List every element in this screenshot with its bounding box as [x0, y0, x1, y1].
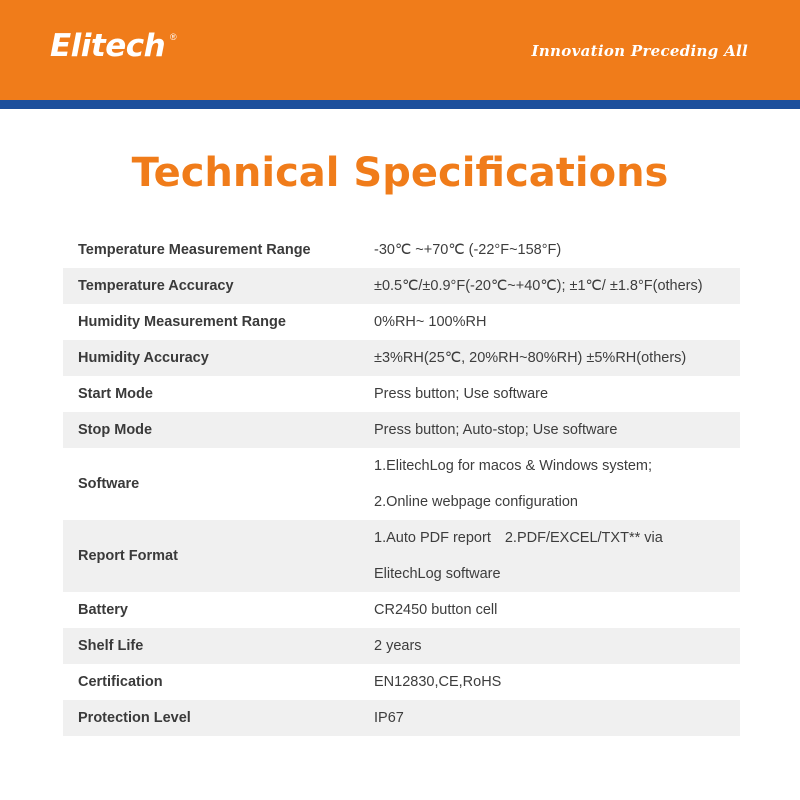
spec-value: ±3%RH(25℃, 20%RH~80%RH) ±5%RH(others) [360, 340, 740, 376]
spec-row-humidity-range [63, 304, 740, 340]
spec-row-temperature-accuracy [63, 268, 740, 304]
spec-row-certification [63, 664, 740, 700]
spec-row-shelf-life [63, 628, 740, 664]
spec-row-battery [63, 592, 740, 628]
spec-label: Report Format [63, 520, 360, 592]
spec-value [360, 448, 740, 520]
spec-value: ±0.5℃/±0.9°F(-20℃~+40℃); ±1℃/ ±1.8°F(others) [360, 268, 740, 304]
spec-row-stop-mode [63, 412, 740, 448]
spec-value: EN12830,CE,RoHS [374, 674, 502, 690]
spec-value: CR2450 button cell [374, 602, 498, 618]
spec-row-report-format [63, 520, 740, 592]
header-stripe [0, 100, 800, 109]
spec-row-protection-level [63, 700, 740, 736]
brand-logo: Elitech [50, 28, 166, 64]
spec-value: Press button; Use software [374, 386, 549, 402]
page-title: Technical Specifications [131, 150, 669, 196]
spec-label: Stop Mode [63, 412, 360, 448]
spec-value: 2 years [360, 628, 740, 664]
spec-value: 0%RH~ 100%RH [374, 314, 487, 330]
spec-label: Software [78, 476, 140, 492]
spec-value-line [374, 520, 740, 556]
spec-label: Battery [78, 602, 128, 618]
registered-mark: ® [170, 32, 177, 42]
spec-value [360, 520, 740, 592]
spec-label: Shelf Life [63, 628, 360, 664]
spec-value-line: 1.ElitechLog for macos & Windows system; [374, 458, 653, 474]
spec-label: Start Mode [78, 386, 153, 402]
spec-label: Certification [78, 674, 163, 690]
spec-table [63, 232, 740, 736]
spec-value: Press button; Auto-stop; Use software [360, 412, 740, 448]
spec-label: Humidity Measurement Range [78, 314, 286, 330]
spec-value-part: 2.PDF/EXCEL/TXT** via [504, 530, 663, 546]
spec-row-software [63, 448, 740, 520]
spec-value: -30℃ ~+70℃ (-22°F~158°F) [374, 242, 562, 258]
spec-row-start-mode [63, 376, 740, 412]
spec-label: Humidity Accuracy [63, 340, 360, 376]
spec-row-humidity-accuracy [63, 340, 740, 376]
spec-label: Temperature Accuracy [63, 268, 360, 304]
spec-value-line: 2.Online webpage configuration [374, 494, 578, 510]
spec-label: Protection Level [63, 700, 360, 736]
spec-value-line: ElitechLog software [374, 566, 501, 582]
spec-row-temperature-range [63, 232, 740, 268]
brand-tagline: Innovation Preceding All [531, 42, 748, 60]
spec-value: IP67 [360, 700, 740, 736]
spec-value-part: 1.Auto PDF report [374, 530, 491, 546]
spec-label: Temperature Measurement Range [78, 242, 311, 258]
